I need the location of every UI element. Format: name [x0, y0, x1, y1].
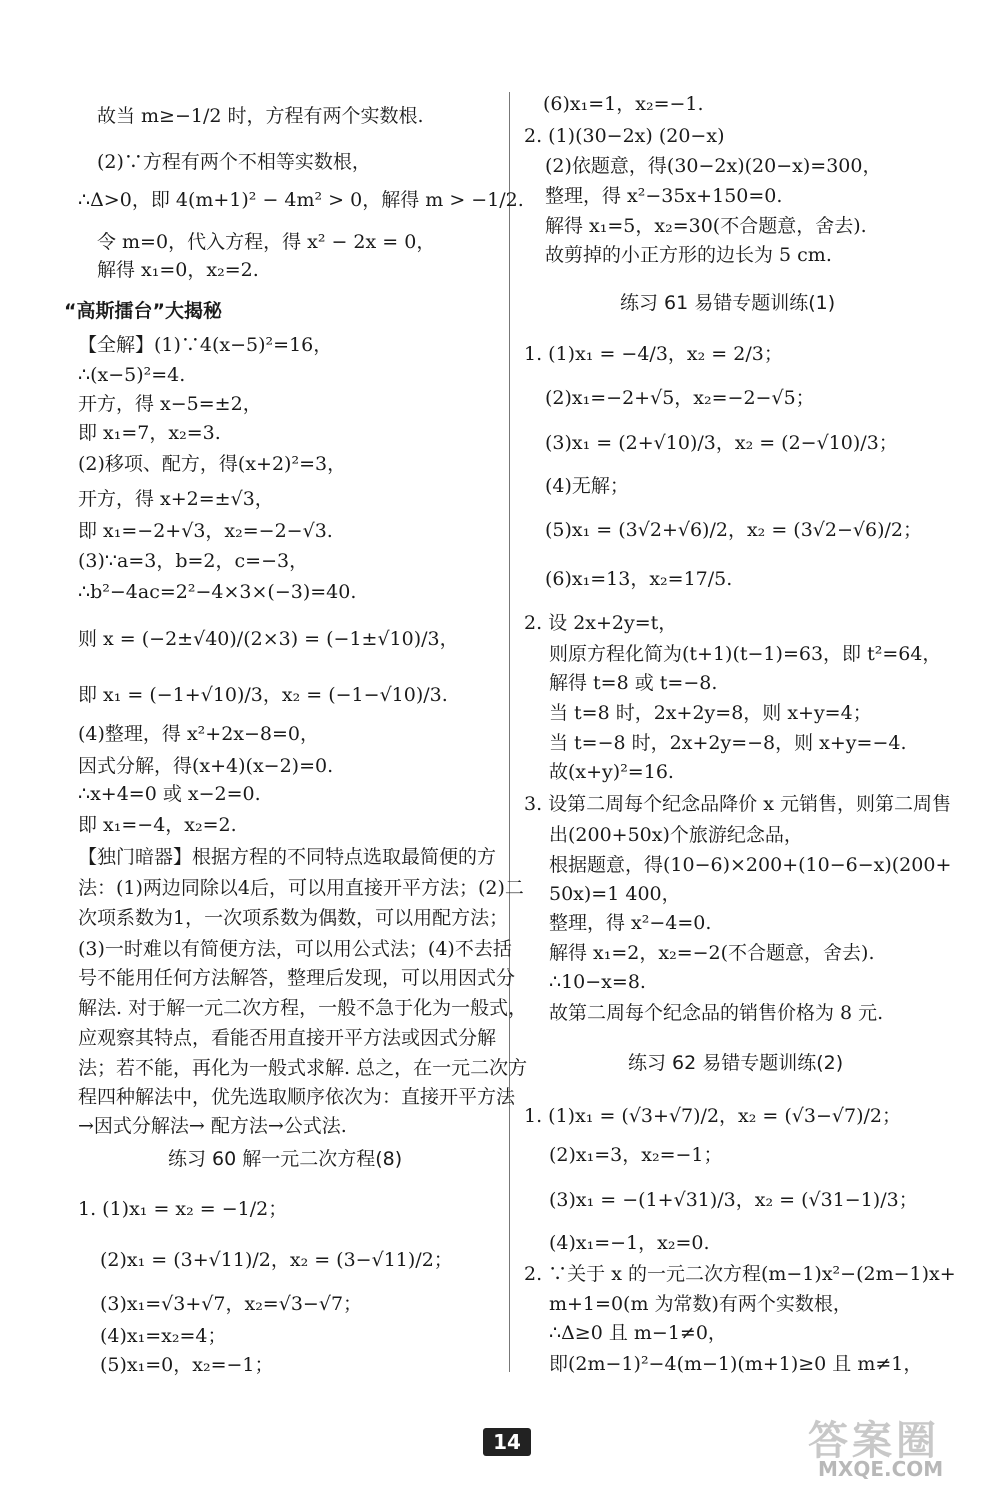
left-text-line: (5)x₁=0，x₂=−1；	[100, 1354, 274, 1376]
left-text-line: 【全解】(1)∵4(x−5)²=16，	[78, 334, 333, 356]
right-text-line: (4)无解；	[545, 475, 629, 497]
left-text-line: 次项系数为1，一次项系数为偶数，可以用配方法；	[78, 907, 509, 929]
left-text-line: 因式分解，得(x+4)(x−2)=0.	[78, 755, 334, 777]
left-text-line: ∴x+4=0 或 x−2=0.	[78, 783, 261, 805]
right-text-line: (6)x₁=1，x₂=−1.	[543, 93, 704, 115]
left-text-line: (2)移项、配方，得(x+2)²=3，	[78, 453, 347, 475]
left-text-line: 【独门暗器】根据方程的不同特点选取最简便的方	[78, 846, 497, 868]
page-number: 14	[483, 1428, 531, 1456]
left-text-line: 即 x₁=−2+√3，x₂=−2−√3.	[78, 520, 333, 542]
left-text-line: ∴(x−5)²=4.	[78, 364, 186, 386]
right-text-line: 整理，得 x²−35x+150=0.	[545, 185, 783, 207]
left-text-line: 号不能用任何方法解答，整理后发现，可以用因式分	[78, 967, 516, 989]
right-text-line: (2)x₁=−2+√5，x₂=−2−√5；	[545, 387, 815, 409]
right-text-line: (4)x₁=−1，x₂=0.	[549, 1232, 710, 1254]
right-text-line: 解得 x₁=5，x₂=30(不合题意，舍去).	[545, 215, 867, 237]
right-text-line: 即(2m−1)²−4(m−1)(m+1)≥0 且 m≠1，	[549, 1353, 923, 1375]
section-heading-gauss: “高斯擂台”大揭秘	[64, 300, 222, 322]
left-text-line: 令 m=0，代入方程，得 x² − 2x = 0，	[97, 231, 436, 253]
section-heading-exercise-62: 练习 62 易错专题训练(2)	[628, 1052, 844, 1074]
right-text-line: 当 t=8 时，2x+2y=8，则 x+y=4；	[549, 702, 872, 724]
right-text-line: 50x)=1 400，	[549, 883, 681, 905]
right-text-line: 整理，得 x²−4=0.	[549, 912, 712, 934]
watermark-bottom: MXQE.COM	[818, 1457, 944, 1481]
right-text-line: (3)x₁ = (2+√10)/3，x₂ = (2−√10)/3；	[545, 432, 898, 454]
right-text-line: 则原方程化简为(t+1)(t−1)=63，即 t²=64，	[549, 643, 942, 665]
right-text-line: 3. 设第二周每个纪念品降价 x 元销售，则第二周售	[524, 793, 951, 815]
right-text-line: ∴10−x=8.	[549, 971, 646, 993]
left-text-line: (4)整理，得 x²+2x−8=0，	[78, 723, 320, 745]
section-heading-exercise-61: 练习 61 易错专题训练(1)	[620, 292, 836, 314]
left-text-line: 即 x₁ = (−1+√10)/3，x₂ = (−1−√10)/3.	[78, 684, 448, 706]
left-text-line: 法；若不能，再化为一般式求解. 总之，在一元二次方	[78, 1057, 528, 1079]
left-text-line: 1. (1)x₁ = x₂ = −1/2；	[78, 1198, 288, 1220]
left-text-line: ∴Δ>0，即 4(m+1)² − 4m² > 0，解得 m > −1/2.	[78, 189, 524, 211]
left-text-line: (3)∵a=3，b=2，c=−3，	[78, 550, 309, 572]
left-text-line: 解得 x₁=0，x₂=2.	[97, 259, 259, 281]
left-text-line: →因式分解法→ 配方法→公式法.	[78, 1115, 347, 1137]
right-text-line: 故(x+y)²=16.	[549, 761, 674, 783]
left-text-line: (3)x₁=√3+√7，x₂=√3−√7；	[100, 1293, 363, 1315]
column-divider	[509, 92, 510, 1372]
right-text-line: 1. (1)x₁ = (√3+√7)/2，x₂ = (√3−√7)/2；	[524, 1105, 901, 1127]
left-text-line: 法：(1)两边同除以4后，可以用直接开平方法；(2)二	[78, 877, 524, 899]
right-text-line: 2. (1)(30−2x) (20−x)	[524, 125, 725, 147]
left-text-line: (2)x₁ = (3+√11)/2，x₂ = (3−√11)/2；	[100, 1249, 453, 1271]
right-text-line: 2. 设 2x+2y=t，	[524, 612, 678, 634]
left-text-line: 程四种解法中，优先选取顺序依次为：直接开平方法	[78, 1086, 516, 1108]
right-text-line: 解得 t=8 或 t=−8.	[549, 672, 718, 694]
watermark-logo	[808, 1409, 986, 1481]
left-text-line: 开方，得 x−5=±2，	[78, 393, 262, 415]
left-text-line: 应观察其特点，看能否用直接开平方法或因式分解	[78, 1027, 497, 1049]
left-text-line: 解法. 对于解一元二次方程，一般不急于化为一般式，	[78, 997, 528, 1019]
right-text-line: 当 t=−8 时，2x+2y=−8，则 x+y=−4.	[549, 732, 907, 754]
right-text-line: (2)依题意，得(30−2x)(20−x)=300，	[545, 155, 882, 177]
left-text-line: 则 x = (−2±√40)/(2×3) = (−1±√10)/3，	[78, 628, 459, 650]
left-text-line: 即 x₁=−4，x₂=2.	[78, 814, 237, 836]
right-text-line: 1. (1)x₁ = −4/3，x₂ = 2/3；	[524, 343, 783, 365]
right-text-line: m+1=0(m 为常数)有两个实数根，	[549, 1293, 852, 1315]
section-heading-exercise-60: 练习 60 解一元二次方程(8)	[168, 1148, 403, 1170]
left-text-line: 开方，得 x+2=±√3，	[78, 488, 274, 510]
right-text-line: 解得 x₁=2，x₂=−2(不合题意，舍去).	[549, 942, 875, 964]
right-text-line: 出(200+50x)个旅游纪念品，	[549, 824, 803, 846]
right-text-line: 故第二周每个纪念品的销售价格为 8 元.	[549, 1002, 884, 1024]
right-text-line: 2. ∵关于 x 的一元二次方程(m−1)x²−(2m−1)x+	[524, 1263, 956, 1285]
left-text-line: ∴b²−4ac=2²−4×3×(−3)=40.	[78, 581, 357, 603]
right-text-line: 根据题意，得(10−6)×200+(10−6−x)(200+	[549, 854, 952, 876]
right-text-line: (3)x₁ = −(1+√31)/3，x₂ = (√31−1)/3；	[549, 1189, 918, 1211]
left-text-line: (4)x₁=x₂=4；	[100, 1325, 227, 1347]
right-text-line: (6)x₁=13，x₂=17/5.	[545, 568, 733, 590]
right-text-line: 故剪掉的小正方形的边长为 5 cm.	[545, 244, 832, 266]
right-text-line: (5)x₁ = (3√2+√6)/2，x₂ = (3√2−√6)/2；	[545, 519, 923, 541]
left-text-line: (3)一时难以有简便方法，可以用公式法；(4)不去括	[78, 938, 512, 960]
left-text-line: 故当 m≥−1/2 时，方程有两个实数根.	[97, 105, 424, 127]
left-text-line: 即 x₁=7，x₂=3.	[78, 422, 221, 444]
right-text-line: (2)x₁=3，x₂=−1；	[549, 1144, 723, 1166]
left-text-line: (2)∵方程有两个不相等实数根，	[97, 151, 371, 173]
right-text-line: ∴Δ≥0 且 m−1≠0，	[549, 1322, 727, 1344]
watermark-top: 答案圈	[808, 1418, 940, 1464]
